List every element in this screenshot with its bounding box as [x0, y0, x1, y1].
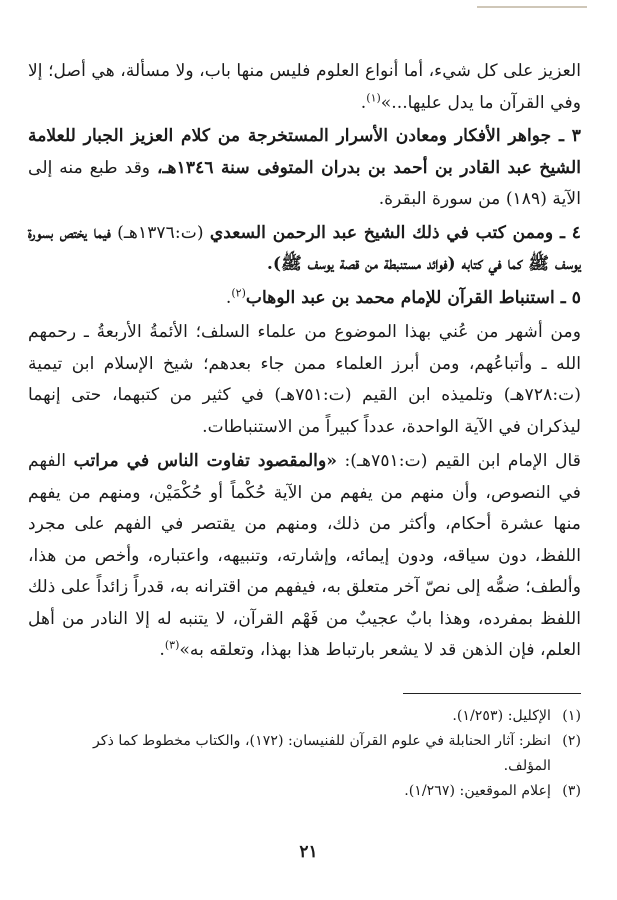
footnote-ref-3[interactable]: (٣) — [164, 638, 180, 652]
paragraph-intro-text: العزيز على كل شيء، أما أنواع العلوم فليس منها باب، ولا مسألة، هي أصل؛ إلا وفي القرآن ما يدل عليها...» — [28, 61, 581, 113]
footnotes — [28, 704, 581, 804]
footnote-number: (٢) — [562, 732, 581, 749]
list-item-4-note: فيما يختص بسورة يوسف ﷺ كما في كتابه (فوائد مستنبطة من قصة يوسف ﷺ). — [28, 222, 581, 274]
footnote-ref-2[interactable]: (٢) — [231, 285, 246, 299]
paragraph-scholars: ومن أشهر من عُني بهذا الموضوع من علماء السلف؛ الأئمةُ الأربعةُ ـ رحمهم الله ـ وأتباعُهم، ومن أبرز العلماء ممن جاء بعدهم؛ شيخ الإسلام ابن تيمية (ت:٧٢٨هـ) وتلميذه ابن القيم (ت:٧٥١هـ) في كثير من كتبهما، حتى إنهما ليذكران في الآية الواحدة، عدداً كبيراً من الاستنباطات. — [28, 322, 582, 437]
quote-lead: قال الإمام ابن القيم (ت:٧٥١هـ): — [337, 451, 582, 471]
footnote-1 — [28, 704, 581, 729]
list-item-5: ٥ ـ استنباط القرآن للإمام محمد بن عبد الوهاب$^{(٢)}$. — [225, 285, 581, 308]
paragraph-intro: العزيز على كل شيء، أما أنواع العلوم فليس منها باب، ولا مسألة، هي أصل؛ إلا وفي القرآن ما يدل عليها...»$^{(١)}$. — [28, 61, 581, 113]
list-item-3-title: ٣ ـ جواهر الأفكار ومعادن الأسرار المستخرجة من كلام العزيز الجبار للعلامة الشيخ عبد القادر بن أحمد بن بدران المتوفى سنة ١٣٤٦هـ، — [28, 126, 581, 178]
paragraph-ibn-qayyim-quote: قال الإمام ابن القيم (ت:٧٥١هـ): «والمقصود تفاوت الناس في مراتب الفهم في النصوص، وأن منهم من يفهم من الآية حُكْماً أو حُكْمَيْن، ومنهم من يفهم منها عشرة أحكام، وأكثر من ذلك، ومنهم من يقتصر في الفهم على مجرد اللفظ، دون سياقه، ودون إيمائه، وإشارته، وتنبيهه، واعتباره، وأخص من هذا، وألطف؛ ضمُّه إلى نصّ آخر متعلق به، فيفهم من اقترانه به، قدراً زائداً على ذلك اللفظ بمفرده، وهذا بابٌ عجيبٌ من فَهْم القرآن، لا يتنبه له إلا النادر من أهل العلم، فإن الذهن قد لا يشعر بارتباط هذا بهذا، وتعلقه به»$^{(٣)}$. — [28, 451, 582, 660]
footnote-ref-1[interactable]: (١) — [366, 90, 381, 104]
list-item-4 — [28, 218, 581, 281]
list-item-4-title: ٤ ـ وممن كتب في ذلك الشيخ عبد الرحمن السعدي — [209, 222, 582, 243]
page-body — [28, 56, 581, 804]
footnote-2-continuation: المؤلف. — [503, 757, 551, 774]
list-item-3 — [28, 121, 581, 216]
footnote-number: (١) — [562, 707, 581, 724]
quote-body: الفهم في النصوص، وأن منهم من يفهم من الآية حُكْماً أو حُكْمَيْن، ومنهم من يفهم منها عشرة أحكام، وأكثر من ذلك، ومنهم من يقتصر في الفهم على مجرد اللفظ، دون سياقه، ودون إيمائه، وإشارته، وتنبيهه، واعتباره، وأخص من هذا، وألطف؛ ضمُّه إلى نصّ آخر متعلق به، فيفهم من اقترانه به، قدراً زائداً على ذلك اللفظ بمفرده، وهذا بابٌ عجيبٌ من فَهْم القرآن، لا يتنبه له إلا النادر من أهل العلم، فإن الذهن قد لا يشعر بارتباط هذا بهذا، وتعلقه به» — [28, 451, 581, 660]
list-item-3-note: وقد طبع منه إلى الآية (١٨٩) من سورة البقرة. — [28, 157, 581, 209]
list-item-4-date: (ت:١٣٧٦هـ) — [110, 222, 210, 243]
header-rule — [477, 0, 587, 8]
footnote-2 — [28, 729, 581, 754]
quote-opening: «والمقصود تفاوت الناس في مراتب — [73, 451, 337, 471]
list-item-5-title: ٥ ـ استنباط القرآن للإمام محمد بن عبد الوهاب — [245, 287, 581, 308]
footnote-separator — [403, 693, 581, 694]
footnote-3 — [28, 779, 581, 804]
footnote-text: إعلام الموقعين: (١/٢٦٧). — [404, 782, 551, 799]
page-number: ٢١ — [299, 842, 318, 862]
footnote-text: انظر: آثار الحنابلة في علوم القرآن للفنيسان: (١٧٢)، والكتاب مخطوط كما ذكر — [92, 732, 551, 749]
footnote-number: (٣) — [562, 782, 581, 799]
footnote-text: الإكليل: (١/٢٥٣). — [452, 707, 551, 724]
